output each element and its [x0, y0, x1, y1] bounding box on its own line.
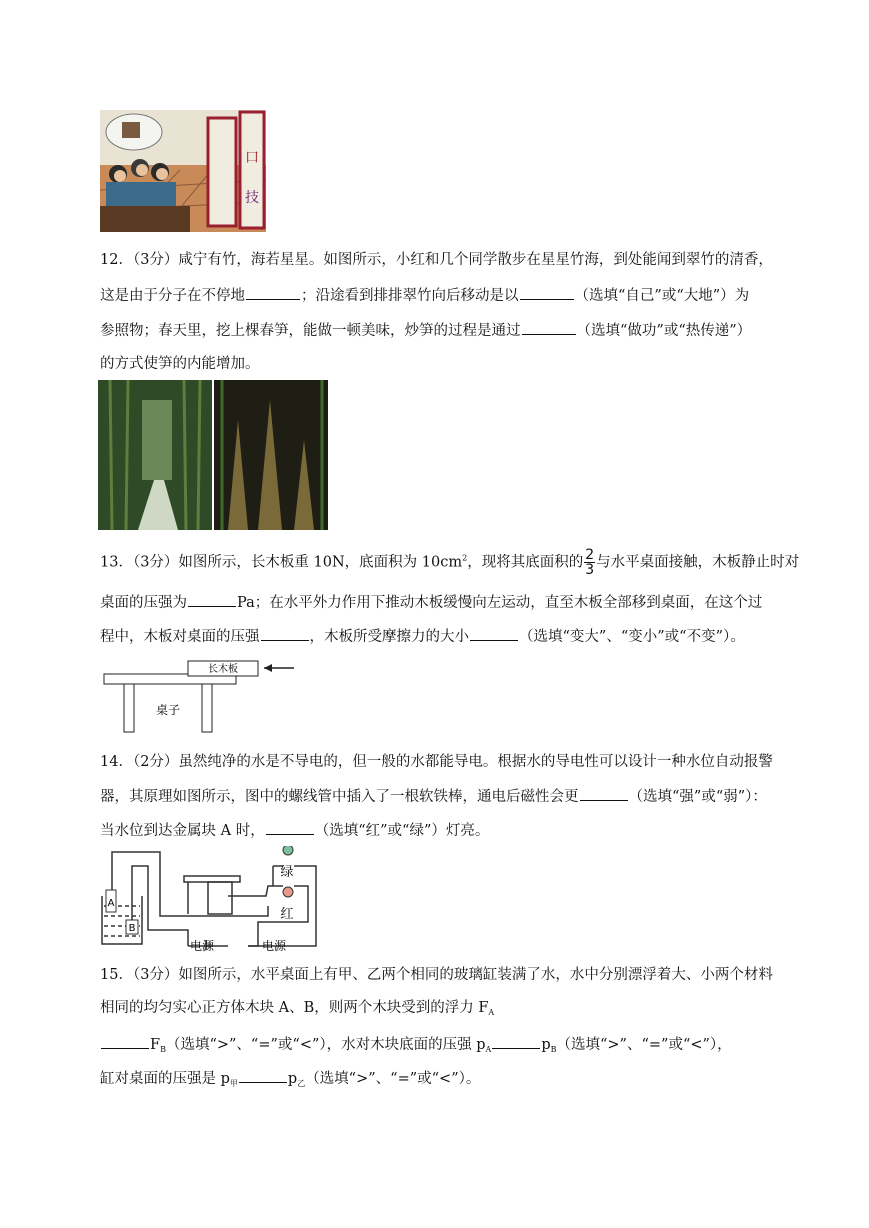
q13-blank-1[interactable] [188, 592, 236, 607]
q13-blank-2[interactable] [261, 626, 309, 641]
q14-line2 [100, 786, 767, 807]
sign-top-text: 口 [245, 150, 259, 166]
q15-sub-b2: B [550, 1045, 557, 1054]
q12-line2c: （选填“自己”或“大地”）为 [574, 288, 750, 304]
q15-line2-sub: A [488, 1008, 495, 1017]
q12-blank-2[interactable] [520, 285, 574, 300]
q13-line1c: 与水平桌面接触，木板静止时对 [596, 554, 800, 571]
q13-blank-3[interactable] [470, 626, 518, 641]
alarm-circuit-figure [98, 846, 330, 952]
bamboo-photo [98, 380, 328, 530]
q12-line2 [100, 285, 749, 306]
q12-line3a: 参照物；春天里，挖上棵春笋，能做一顿美味，炒笋的过程是通过 [100, 323, 521, 339]
table-label: 桌子 [155, 703, 181, 717]
q12-line1: 12．（3分）咸宁有竹，海若星星。如图所示，小红和几个同学散步在星星竹海，到处能闻到翠竹的清香， [100, 252, 773, 268]
q15-line4c: （选填“>”、“=”或“<”）。 [305, 1071, 481, 1087]
kouji-illustration [100, 110, 266, 232]
q14-line3a: 当水位到达金属块 A 时， [100, 823, 265, 839]
q15-line3a: F [150, 1037, 161, 1053]
green-label: 绿 [280, 865, 294, 880]
red-lamp-icon [283, 887, 293, 897]
table-board-figure [100, 656, 300, 736]
q12-blank-1[interactable] [246, 285, 300, 300]
frac-den: 3 [585, 562, 595, 578]
q13-line1 [100, 548, 799, 577]
q14-line2a: 器，其原理如图所示，图中的螺线管中插入了一根软铁棒，通电后磁性会更 [100, 789, 579, 805]
metal-block-a: A [107, 898, 115, 909]
q13-line3b: ，木板所受摩擦力的大小 [309, 629, 469, 645]
q13-line2b: Pa；在水平外力作用下推动木板缓慢向左运动，直至木板全部移到桌面，在这个过 [237, 595, 763, 611]
arrow-left-icon [264, 664, 272, 672]
q13-line3 [100, 626, 745, 647]
q15-blank-3[interactable] [239, 1068, 287, 1083]
q15-line3c: p [541, 1037, 551, 1053]
q15-line3d: （选填“>”、“=”或“<”）， [556, 1037, 732, 1053]
q14-line3 [100, 820, 489, 841]
q15-sub-a2: A [485, 1045, 492, 1054]
q13-line2 [100, 592, 762, 613]
q12-line3 [100, 320, 751, 341]
q13-sup: 2 [462, 553, 468, 563]
power-source-1: 电源 [189, 939, 215, 952]
q12-line3b: （选填“做功”或“热传递”） [576, 323, 752, 339]
q13-line2a: 桌面的压强为 [100, 595, 187, 611]
q15-line1: 15．（3分）如图所示，水平桌面上有甲、乙两个相同的玻璃缸装满了水，水中分别漂浮着大、小两个材料 [100, 967, 773, 983]
q12-line4: 的方式使笋的内能增加。 [100, 356, 260, 372]
q14-line2b: （选填“强”或“弱”）： [628, 789, 767, 805]
sign-bottom-text: 技 [245, 190, 259, 206]
q15-blank-1[interactable] [101, 1034, 149, 1049]
power-source-2: 电源 [261, 939, 287, 952]
q14-line3b: （选填“红”或“绿”）灯亮。 [314, 823, 490, 839]
green-lamp-icon [283, 846, 293, 855]
q15-sub-b1: B [160, 1045, 166, 1054]
q15-sub-jia: 甲 [229, 1079, 238, 1088]
q15-line2 [100, 998, 494, 1023]
board-label: 长木板 [208, 664, 238, 675]
q15-line4a: 缸对桌面的压强是 p [100, 1071, 230, 1087]
q14-blank-1[interactable] [580, 786, 628, 801]
q15-line4b: p [287, 1071, 298, 1087]
q13-line1b: ，现将其底面积的 [467, 554, 584, 571]
q14-line1: 14．（2分）虽然纯净的水是不导电的，但一般的水都能导电。根据水的导电性可以设计一种水位自动报警 [100, 754, 773, 770]
q15-line2a: 相同的均匀实心正方体木块 A、B，则两个木块受到的浮力 F [100, 1000, 489, 1016]
q13-line3c: （选填“变大”、“变小”或“不变”）。 [519, 629, 745, 645]
q15-sub-yi: 乙 [297, 1079, 306, 1088]
q12-line2b: ；沿途看到排排翠竹向后移动是以 [301, 288, 519, 304]
q13-line1a: 13．（3分）如图所示，长木板重 10N，底面积为 10cm [100, 554, 463, 571]
metal-block-b: B [128, 923, 136, 934]
q12-blank-3[interactable] [522, 320, 576, 335]
q14-blank-2[interactable] [266, 820, 314, 835]
q15-line3 [100, 1034, 732, 1060]
frac-num: 2 [585, 547, 595, 563]
q13-fraction [584, 548, 595, 577]
q15-blank-2[interactable] [492, 1034, 540, 1049]
q15-line4 [100, 1068, 480, 1094]
red-label: 红 [280, 907, 294, 922]
q15-line3b: （选填“>”、“=”或“<”），水对木块底面的压强 p [165, 1037, 486, 1053]
q13-line3a: 程中，木板对桌面的压强 [100, 629, 260, 645]
q12-line2a: 这是由于分子在不停地 [100, 288, 245, 304]
